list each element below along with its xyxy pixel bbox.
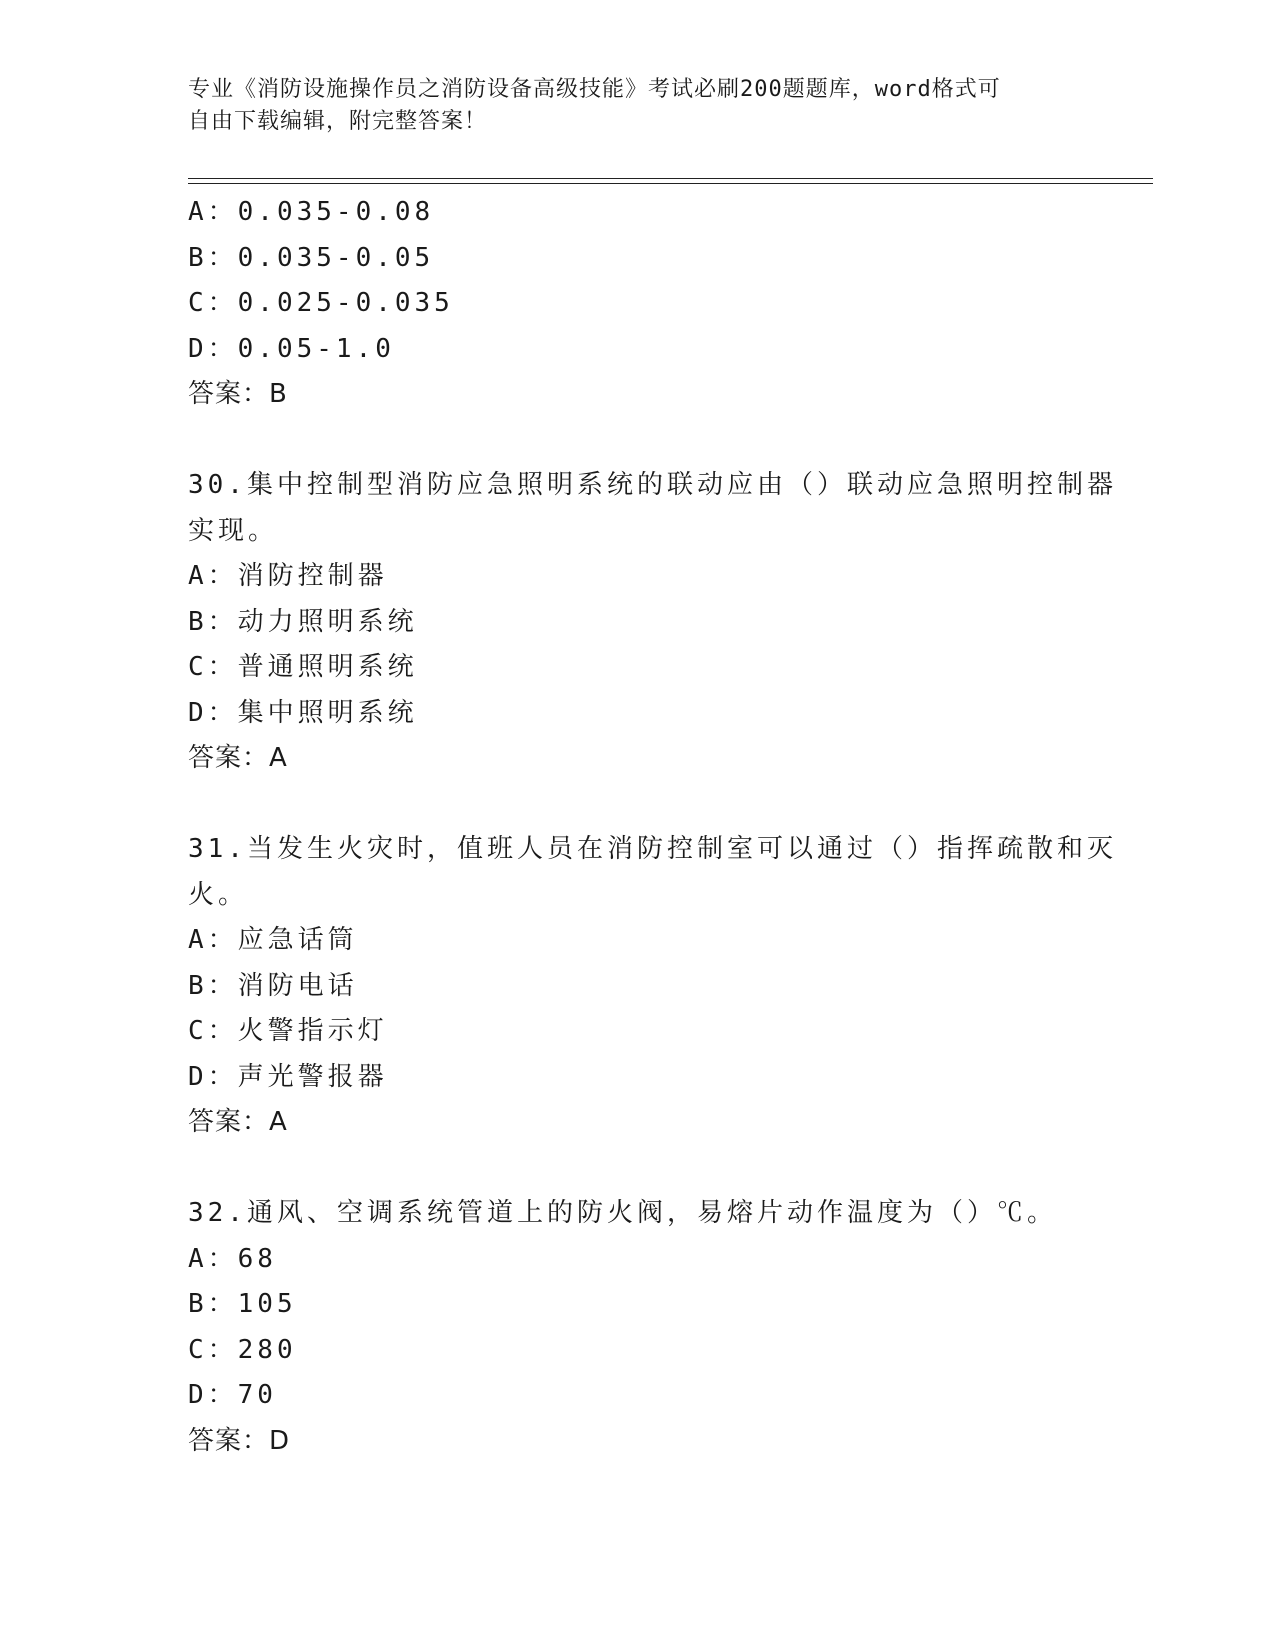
answer-line: 答案：D	[188, 1425, 291, 1456]
option-b: B：动力照明系统	[188, 606, 418, 637]
spacer	[188, 782, 1088, 828]
option-a: A：0.035-0.08	[188, 197, 435, 227]
option-d: D：0.05-1.0	[188, 333, 395, 364]
option-a: A：68	[188, 1243, 277, 1274]
question-list	[188, 190, 1117, 1464]
question-stem-line-1: 31.当发生火灾时，值班人员在消防控制室可以通过（）指挥疏散和灭	[188, 834, 1117, 864]
question-30	[188, 463, 1117, 782]
question-32	[188, 1191, 1088, 1464]
question-stem-line-2: 实现。	[188, 515, 279, 546]
header-divider-top	[188, 178, 1153, 179]
answer-line: 答案：A	[188, 743, 288, 773]
option-b: B：0.035-0.05	[188, 242, 435, 273]
option-a: A：消防控制器	[188, 561, 388, 591]
header-line-1: 专业《消防设施操作员之消防设备高级技能》考试必刷200题题库，word格式可	[188, 77, 1001, 102]
question-29	[188, 190, 1088, 418]
option-b: B：105	[188, 1289, 297, 1319]
header-line-2: 自由下载编辑，附完整答案！	[188, 109, 488, 134]
option-c: C：0.025-0.035	[188, 288, 454, 318]
option-c: C：火警指示灯	[188, 1016, 388, 1046]
question-stem-line-1: 32.通风、空调系统管道上的防火阀，易熔片动作温度为（）℃。	[188, 1198, 1057, 1228]
option-a: A：应急话筒	[188, 925, 358, 955]
spacer	[188, 1146, 1088, 1192]
option-d: D：声光警报器	[188, 1061, 388, 1092]
option-c: C：280	[188, 1334, 297, 1365]
option-b: B：消防电话	[188, 970, 358, 1001]
option-d: D：集中照明系统	[188, 697, 418, 728]
document-header	[188, 74, 1088, 138]
option-c: C：普通照明系统	[188, 652, 418, 682]
spacer	[188, 418, 1088, 464]
option-d: D：70	[188, 1380, 277, 1410]
question-31	[188, 827, 1117, 1146]
question-stem-line-1: 30.集中控制型消防应急照明系统的联动应由（）联动应急照明控制器	[188, 470, 1117, 500]
answer-line: 答案：B	[188, 379, 288, 409]
answer-line: 答案：A	[188, 1107, 288, 1137]
question-stem-line-2: 火。	[188, 879, 249, 910]
header-divider-bottom	[188, 183, 1153, 184]
